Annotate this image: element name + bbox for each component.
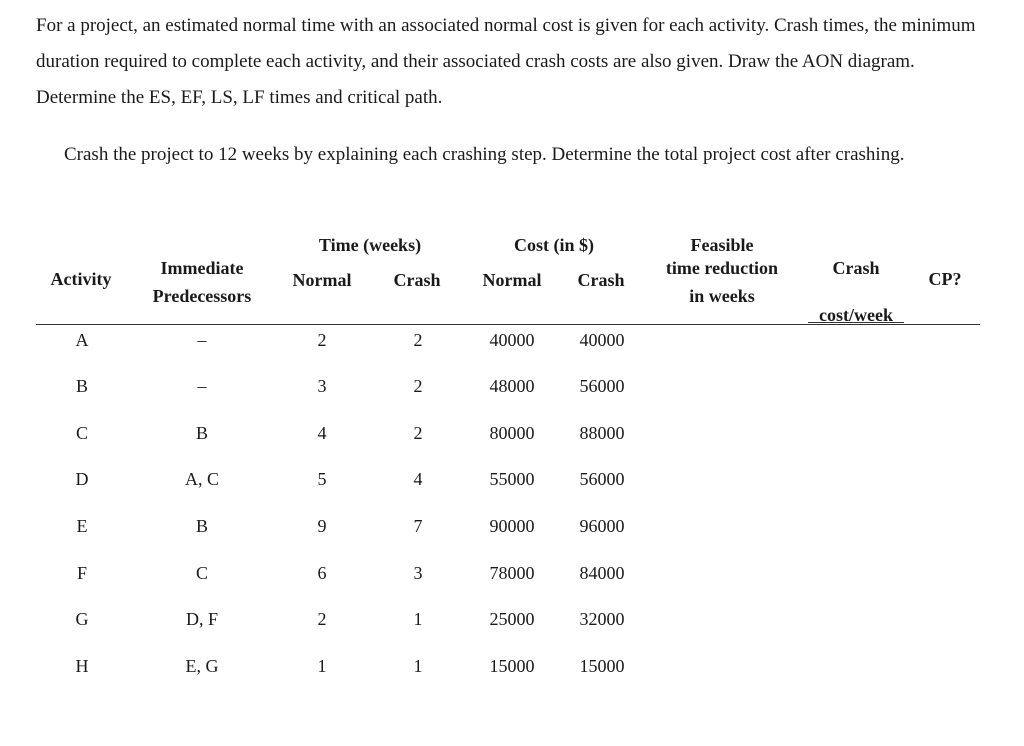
cell-crash-cost: 32000 <box>579 609 625 629</box>
header-time-crash: Crash <box>393 270 441 290</box>
cell-normal-time: 9 <box>317 516 327 536</box>
cell-activity: C <box>75 423 88 443</box>
cell-normal-cost: 40000 <box>489 330 535 350</box>
cell-predecessors: A, C <box>184 469 219 489</box>
cell-activity: B <box>75 376 88 396</box>
header-predecessors-line2: Predecessors <box>152 286 252 306</box>
cell-normal-cost: 80000 <box>489 423 535 443</box>
cell-crash-cost: 40000 <box>579 330 625 350</box>
cell-predecessors: – <box>197 330 207 350</box>
cell-predecessors: B <box>195 423 208 443</box>
header-time-normal: Normal <box>292 270 352 290</box>
cell-normal-time: 2 <box>317 330 327 350</box>
header-predecessors-line1: Immediate <box>160 258 244 278</box>
cell-crash-time: 1 <box>413 656 423 676</box>
cell-predecessors: C <box>195 563 208 583</box>
cell-normal-cost: 55000 <box>489 469 535 489</box>
cell-normal-cost: 25000 <box>489 609 535 629</box>
cell-crash-cost: 15000 <box>579 656 625 676</box>
header-feasible-line1: Feasible <box>690 235 754 255</box>
cell-normal-time: 2 <box>317 609 327 629</box>
cell-crash-cost: 56000 <box>579 469 625 489</box>
intro-paragraph: For a project, an estimated normal time with an associated normal cost is given for each activity. Crash times, the minimum duration required to complete each activity, and their associated crash costs are also given. Draw the AON diagram. Determine the ES, EF, LS, LF times and critical path. <box>36 15 976 108</box>
cell-activity: E <box>76 516 88 536</box>
cell-predecessors: E, G <box>185 656 219 676</box>
cell-activity: F <box>76 563 87 583</box>
cell-crash-time: 4 <box>413 469 423 489</box>
header-time-group: Time (weeks) <box>318 235 422 255</box>
header-activity: Activity <box>50 269 112 289</box>
crash-cost-header-underline <box>808 322 904 323</box>
cell-crash-cost: 88000 <box>579 423 625 443</box>
header-feasible-line3: in weeks <box>689 286 755 306</box>
header-cp: CP? <box>928 269 962 289</box>
header-cost-normal: Normal <box>482 270 542 290</box>
cell-predecessors: B <box>195 516 208 536</box>
cell-crash-cost: 84000 <box>579 563 625 583</box>
cell-crash-cost: 56000 <box>579 376 625 396</box>
cell-crash-time: 1 <box>413 609 423 629</box>
cell-normal-cost: 15000 <box>489 656 535 676</box>
cell-predecessors: D, F <box>185 609 218 629</box>
cell-activity: H <box>75 656 89 676</box>
cell-crash-time: 2 <box>413 376 423 396</box>
cell-crash-time: 2 <box>413 423 423 443</box>
cell-activity: D <box>75 469 89 489</box>
task-paragraph: Crash the project to 12 weeks by explaining each crashing step. Determine the total project cost after crashing. <box>64 144 905 165</box>
cell-normal-time: 4 <box>317 423 327 443</box>
cell-normal-time: 3 <box>317 376 327 396</box>
cell-activity: G <box>75 609 89 629</box>
header-cost-crash: Crash <box>577 270 625 290</box>
header-crash-cost-line1: Crash <box>832 258 880 278</box>
header-crash-cost-line2: cost/week <box>819 305 893 325</box>
cell-predecessors: – <box>197 376 207 396</box>
table-header-rule <box>36 324 980 325</box>
cell-crash-time: 3 <box>413 563 423 583</box>
cell-normal-time: 1 <box>317 656 327 676</box>
cell-crash-cost: 96000 <box>579 516 625 536</box>
cell-crash-time: 2 <box>413 330 423 350</box>
cell-crash-time: 7 <box>413 516 423 536</box>
cell-normal-cost: 90000 <box>489 516 535 536</box>
cell-activity: A <box>75 330 89 350</box>
cell-normal-cost: 48000 <box>489 376 535 396</box>
cell-normal-time: 5 <box>317 469 327 489</box>
cell-normal-time: 6 <box>317 563 327 583</box>
header-feasible-line2: time reduction <box>665 258 779 278</box>
header-cost-group: Cost (in $) <box>514 235 594 255</box>
cell-normal-cost: 78000 <box>489 563 535 583</box>
